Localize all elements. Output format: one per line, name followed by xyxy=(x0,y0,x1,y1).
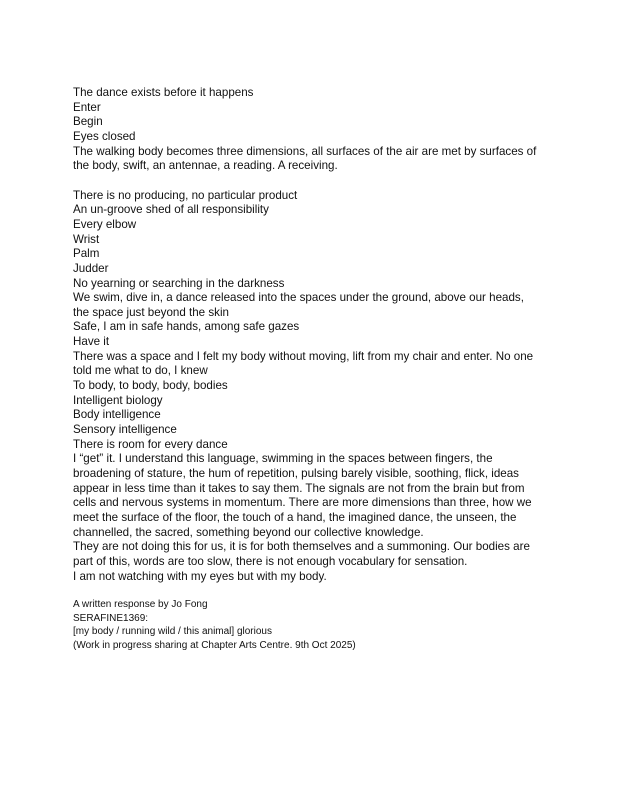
poem-line: Every elbow xyxy=(73,217,137,231)
poem-line: There was a space and I felt my body without moving, lift from my chair and enter. No one told me what to do, I knew xyxy=(73,349,534,378)
stanza-1 xyxy=(73,86,543,174)
poem-line: Have it xyxy=(73,335,110,349)
poem-line: There is no producing, no particular product xyxy=(73,188,298,202)
document-page xyxy=(73,86,543,652)
poem-line: Wrist xyxy=(73,232,100,246)
stanza-2 xyxy=(73,189,543,585)
stanza-gap xyxy=(73,174,543,189)
poem-line: Enter xyxy=(73,100,101,114)
credits-block xyxy=(73,598,543,652)
poem-line: Intelligent biology xyxy=(73,393,163,407)
poem-line: Begin xyxy=(73,115,103,129)
poem-body xyxy=(73,86,543,584)
poem-line: To body, to body, body, bodies xyxy=(73,379,228,393)
event-note: (Work in progress sharing at Chapter Arts Centre. 9th Oct 2025) xyxy=(73,639,356,651)
poem-line: I am not watching with my eyes but with my body. xyxy=(73,569,327,583)
poem-line: Body intelligence xyxy=(73,408,161,422)
poem-line: The walking body becomes three dimensions, all surfaces of the air are met by surfaces of the body, swift, an antennae, a reading. A receiving. xyxy=(73,144,537,173)
poem-line: Palm xyxy=(73,247,100,261)
poem-line: We swim, dive in, a dance released into the spaces under the ground, above our heads, the space just beyond the skin xyxy=(73,291,524,319)
poem-line: Safe, I am in safe hands, among safe gazes xyxy=(73,320,300,334)
poem-line: Eyes closed xyxy=(73,129,136,143)
poem-line: Judder xyxy=(73,261,109,275)
poem-line: I “get” it. I understand this language, swimming in the spaces between fingers, the broadening of stature, the hum of repetition, pulsing barely visible, soothing, flick, ideas appear in less time than it takes to say them. The signals are not from the brain but from cells and nervous systems in momentum. There are more dimensions than three, how we meet the surface of the floor, the touch of a hand, the imagined dance, the unseen, the channelled, the sacred, something beyond our collective knowledge. xyxy=(73,452,532,539)
poem-line: Sensory intelligence xyxy=(73,423,177,437)
poem-line: The dance exists before it happens xyxy=(73,86,254,99)
poem-line: No yearning or searching in the darkness xyxy=(73,276,285,290)
poem-line: They are not doing this for us, it is for both themselves and a summoning. Our bodies are part of this, words are too slow, there is not enough vocabulary for sensation. xyxy=(73,540,530,568)
poem-line: An un-groove shed of all responsibility xyxy=(73,203,269,217)
work-title: [my body / running wild / this animal] glorious xyxy=(73,626,272,638)
byline: A written response by Jo Fong xyxy=(73,599,208,611)
poem-line: There is room for every dance xyxy=(73,437,228,451)
work-id: SERAFINE1369: xyxy=(73,612,149,624)
